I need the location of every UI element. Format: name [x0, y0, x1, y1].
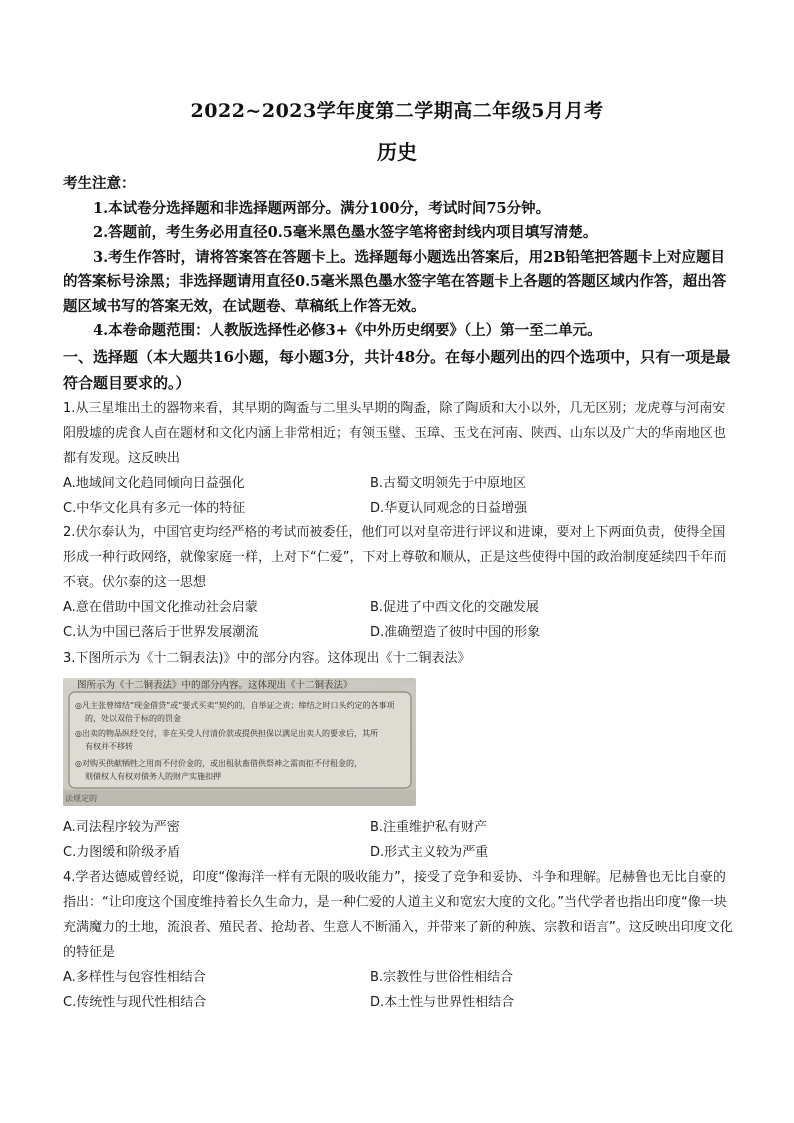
question-1 — [63, 396, 733, 521]
photo-line: 有权并不移转 — [85, 742, 133, 751]
question-stem: 3.下图所示为《十二铜表法)》中的部分内容。这体现出《十二铜表法》 — [63, 651, 471, 666]
option-b[interactable]: B.古蜀文明领先于中原地区 — [370, 476, 527, 491]
option-a[interactable]: A.意在借助中国文化推动社会启蒙 — [63, 600, 258, 615]
option-b[interactable]: B.促进了中西文化的交融发展 — [370, 600, 540, 615]
notice-item: 1.本试卷分选择题和非选择题两部分。满分100分，考试时间75分钟。 — [93, 199, 551, 217]
options-grid — [63, 815, 733, 865]
twelve-tables-photo — [63, 678, 416, 806]
photo-line: 法规定的 — [65, 794, 97, 803]
option-c[interactable]: C.传统性与现代性相结合 — [63, 995, 207, 1010]
question-4 — [63, 865, 733, 1015]
question-3-options — [63, 815, 733, 865]
option-a[interactable]: A.多样性与包容性相结合 — [63, 970, 206, 985]
option-d[interactable]: D.准确塑造了彼时中国的形象 — [370, 625, 541, 640]
question-2 — [63, 520, 733, 645]
photo-line: 图所示为《十二铜表法》中的部分内容。这体现出《十二铜表法》 — [77, 680, 353, 691]
exam-title: 2022~2023学年度第二学期高二年级5月月考 — [190, 100, 604, 122]
option-c[interactable]: C.力图缓和阶级矛盾 — [63, 845, 181, 860]
option-c[interactable]: C.认为中国已落后于世界发展潮流 — [63, 625, 259, 640]
candidate-notice — [63, 172, 733, 344]
question-3-stem — [63, 646, 733, 671]
options-grid — [63, 965, 733, 1015]
photo-line: 则债权人有权对债务人的财产实施扣押 — [85, 772, 221, 781]
option-d[interactable]: D.华夏认同观念的日益增强 — [370, 501, 528, 516]
notice-item: 4.本卷命题范围：人教版选择性必修3+《中外历史纲要》（上）第一至二单元。 — [93, 322, 602, 339]
question-stem: 1.从三星堆出土的器物来看，其早期的陶盉与二里头早期的陶盉，除了陶质和大小以外，几无区别；龙虎尊与河南安阳殷墟的虎食人卣在题材和文化内涵上非常相近；有领玉璧、玉璋、玉戈在河南、陕西、山东以及广大的华南地区也都有发现。这反映出 — [63, 401, 727, 466]
photo-line: ◎出卖的物品纵经交付，非在买受人付清价款或提供担保以满足出卖人的要求后，其所 — [75, 729, 378, 738]
option-b[interactable]: B.宗教性与世俗性相结合 — [370, 970, 514, 985]
option-a[interactable]: A.地域间文化趋同倾向日益强化 — [63, 476, 245, 491]
photo-line: ◎对购买供献牺牲之用而不付价金的，或出租驮畜借供祭神之需而拒不付租金的， — [75, 759, 362, 768]
subject-title: 历史 — [377, 140, 417, 164]
question-stem: 2.伏尔泰认为，中国官吏均经严格的考试而被委任，他们可以对皇帝进行评议和进谏，要对上下两面负责，使得全国形成一种行政网络，就像家庭一样，上对下“仁爱”，下对上尊敬和顺从，正是这些使得中国的政治制度延续四千年而不衰。伏尔泰的这一思想 — [63, 525, 727, 590]
question-stem: 4.学者达德威曾经说，印度“像海洋一样有无限的吸收能力”，接受了竞争和妥协、斗争和理解。尼赫鲁也无比自豪的指出：“让印度这个国度维持着长久生命力，是一种仁爱的人道主义和宽宏大度的文化。”当代学者也指出印度“像一块充满魔力的土地，流浪者、殖民者、抢劫者、生意人不断涌入，并带来了新的种族、宗教和语言”。这反映出印度文化的特征是 — [63, 870, 733, 960]
option-d[interactable]: D.本土性与世界性相结合 — [370, 995, 515, 1010]
section-heading: 一、选择题（本大题共16小题，每小题3分，共计48分。在每小题列出的四个选项中，只有一项是最符合题目要求的。） — [63, 348, 731, 392]
photo-line: ◎凡主张曾缔结“现金借贷”或“要式买卖”契约的，自举证之责；缔结之时口头约定的各事项 — [75, 701, 395, 710]
option-b[interactable]: B.注重维护私有财产 — [370, 820, 488, 835]
option-a[interactable]: A.司法程序较为严密 — [63, 820, 180, 835]
notice-item: 3.考生作答时，请将答案答在答题卡上。选择题每小题选出答案后，用2B铅笔把答题卡上对应题目的答案标号涂黑；非选择题请用直径0.5毫米黑色墨水签字笔在答题卡上各题的答题区域内作答，超出答题区域书写的答案无效，在试题卷、草稿纸上作答无效。 — [63, 248, 727, 315]
photo-svg — [63, 678, 416, 806]
notice-heading: 考生注意： — [63, 175, 136, 192]
options-grid — [63, 471, 733, 521]
option-d[interactable]: D.形式主义较为严重 — [370, 845, 489, 860]
notice-item: 2.答题前，考生务必用直径0.5毫米黑色墨水签字笔将密封线内项目填写清楚。 — [93, 224, 598, 241]
options-grid — [63, 595, 733, 645]
option-c[interactable]: C.中华文化具有多元一体的特征 — [63, 501, 246, 516]
photo-line: 的，处以双倍于标的的罚金 — [85, 714, 181, 723]
